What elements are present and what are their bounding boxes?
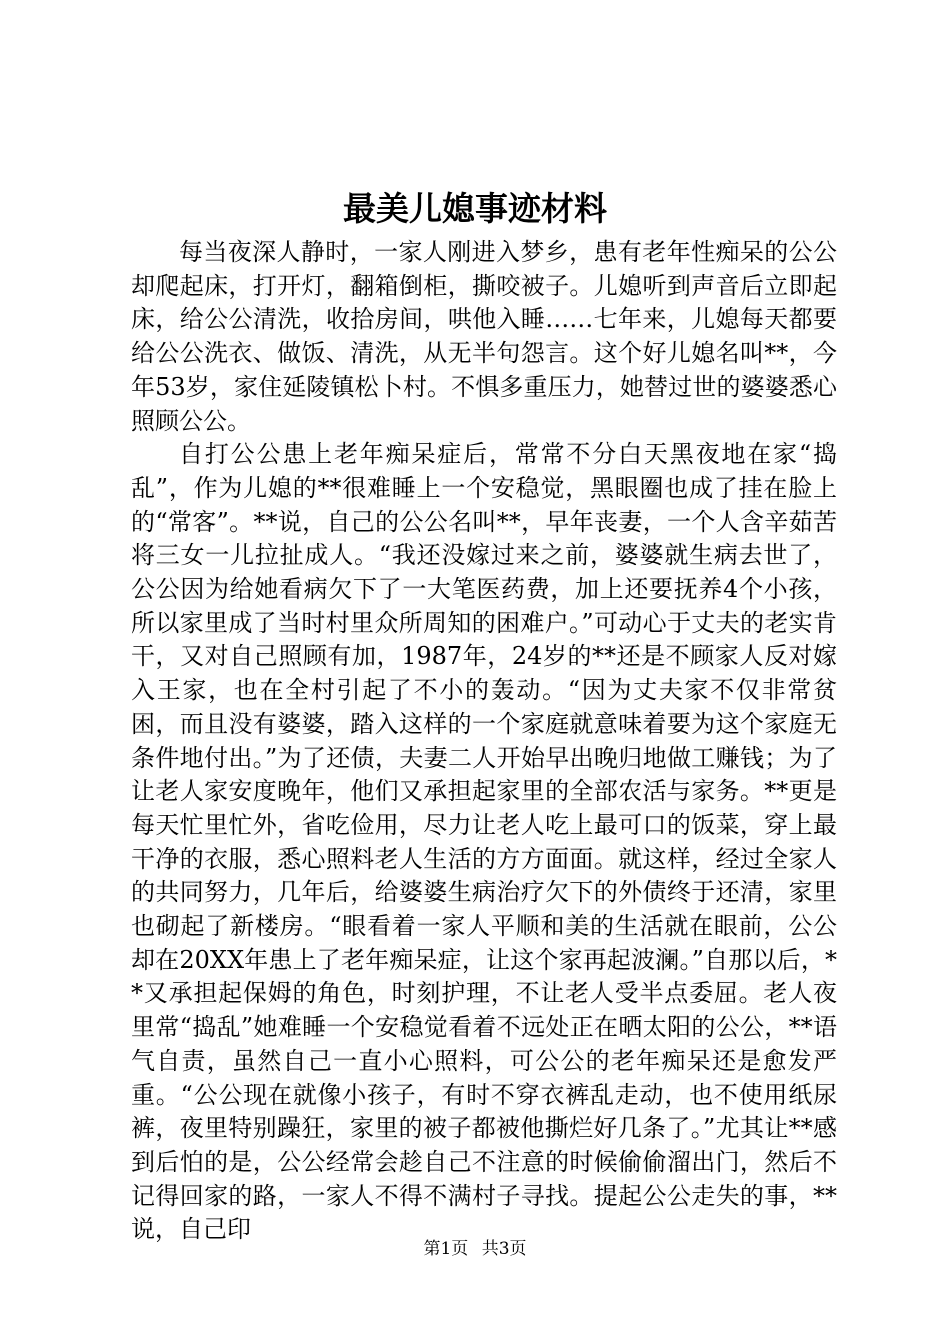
page-number: 第1页 <box>423 1239 469 1259</box>
paragraph-1: 每当夜深人静时，一家人刚进入梦乡，患有老年性痴呆的公公却爬起床，打开灯，翻箱倒柜，撕咬被子。儿媳听到声音后立即起床，给公公清洗，收拾房间，哄他入睡……七年来，儿媳每天都要给公公洗衣、做饭、清洗，从无半句怨言。这个好儿媳名叫**，今年53岁，家住延陵镇松卜村。不惧多重压力，她替过世的婆婆悉心照顾公公。 <box>131 238 837 435</box>
document-body <box>131 236 837 1247</box>
page-total: 共3页 <box>481 1239 527 1259</box>
paragraph-2: 自打公公患上老年痴呆症后，常常不分白天黑夜地在家“捣乱”，作为儿媳的**很难睡上一个安稳觉，黑眼圈也成了挂在脸上的“常客”。**说，自己的公公名叫**，早年丧妻，一个人含辛茹苦将三女一儿拉扯成人。“我还没嫁过来之前，婆婆就生病去世了，公公因为给她看病欠下了一大笔医药费，加上还要抚养4个小孩，所以家里成了当时村里众所周知的困难户。”可动心于丈夫的老实肯干，又对自己照顾有加，1987年，24岁的**还是不顾家人反对嫁入王家，也在全村引起了不小的轰动。“因为丈夫家不仅非常贫困，而且没有婆婆，踏入这样的一个家庭就意味着要为这个家庭无条件地付出。”为了还债，夫妻二人开始早出晚归地做工赚钱；为了让老人家安度晚年，他们又承担起家里的全部农活与家务。**更是每天忙里忙外，省吃俭用，尽力让老人吃上最可口的饭菜，穿上最干净的衣服，悉心照料老人生活的方方面面。就这样，经过全家人的共同努力，几年后，给婆婆生病治疗欠下的外债终于还清，家里也砌起了新楼房。“眼看着一家人平顺和美的生活就在眼前，公公却在20XX年患上了老年痴呆症，让这个家再起波澜。”自那以后，**又承担起保姆的角色，时刻护理，不让老人受半点委屈。老人夜里常“捣乱”她难睡一个安稳觉看着不远处正在晒太阳的公公，**语气自责，虽然自己一直小心照料，可公公的老年痴呆还是愈发严重。“公公现在就像小孩子，有时不穿衣裤乱走动，也不使用纸尿裤，夜里特别躁狂，家里的被子都被他撕烂好几条了。”尤其让**感到后怕的是，公公经常会趁自己不注意的时候偷偷溜出门，然后不记得回家的路，一家人不得不满村子寻找。提起公公走失的事，**说，自己印 <box>131 440 837 1244</box>
page-title: 最美儿媳事迹材料 <box>343 189 607 228</box>
page-footer <box>0 1238 950 1260</box>
